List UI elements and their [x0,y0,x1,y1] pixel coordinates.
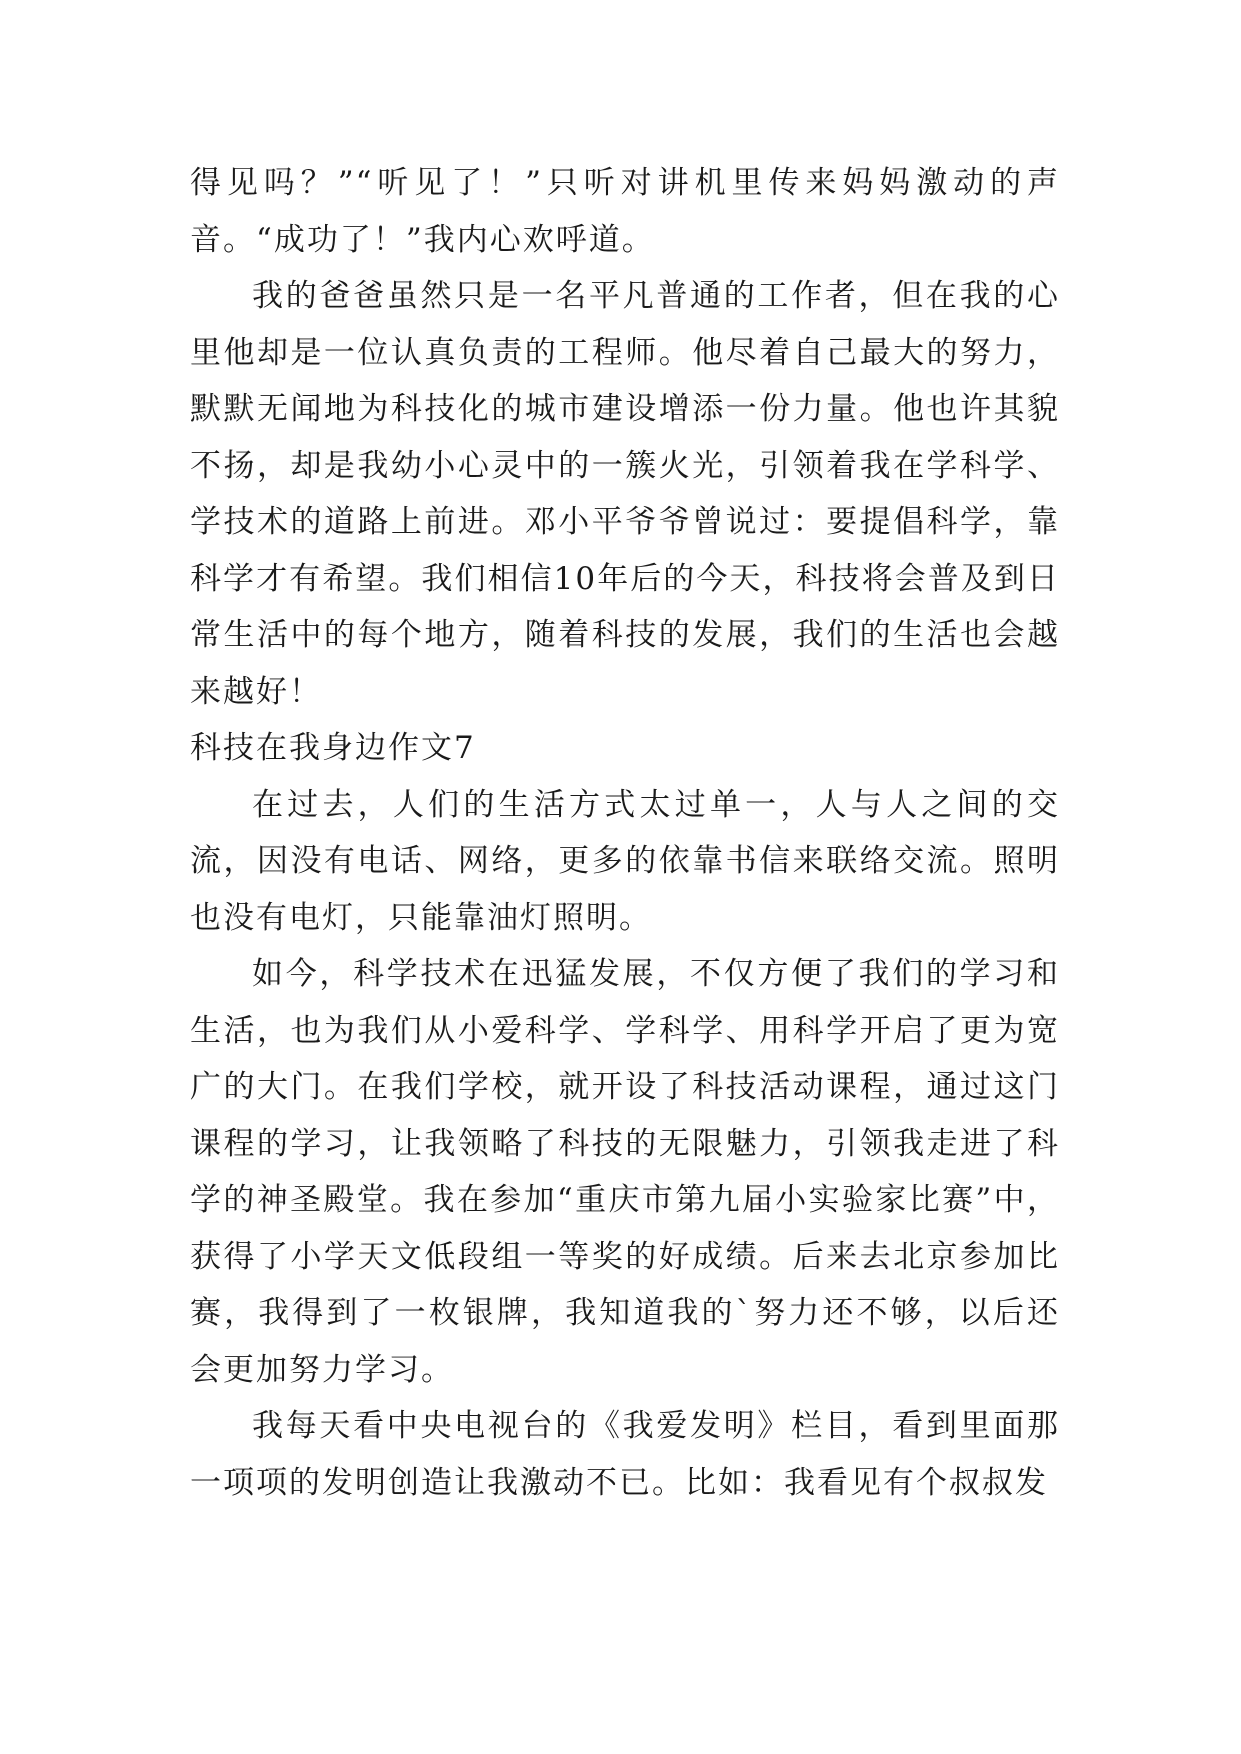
paragraph-invention-tv: 我每天看中央电视台的《我爱发明》栏目，看到里面那一项项的发明创造让我激动不已。比如：我看见有个叔叔发 [190,1408,1060,1501]
paragraph-past-life: 在过去，人们的生活方式太过单一，人与人之间的交流，因没有电话、网络，更多的依靠书信来联络交流。照明也没有电灯，只能靠油灯照明。 [190,786,1060,936]
document-body [190,155,1060,1511]
section-heading: 科技在我身边作文7 [190,730,476,766]
paragraph-continuation: 得见吗？”“听见了！”只听对讲机里传来妈妈激动的声音。“成功了！”我内心欢呼道。 [190,165,1060,258]
paragraph-science-today: 如今，科学技术在迅猛发展，不仅方便了我们的学习和生活，也为我们从小爱科学、学科学、用科学开启了更为宽广的大门。在我们学校，就开设了科技活动课程，通过这门课程的学习，让我领略了科技的无限魅力，引领我走进了科学的神圣殿堂。我在参加“重庆市第九届小实验家比赛”中，获得了小学天文低段组一等奖的好成绩。后来去北京参加比赛，我得到了一枚银牌，我知道我的`努力还不够，以后还会更加努力学习。 [190,956,1060,1388]
paragraph-father-engineer: 我的爸爸虽然只是一名平凡普通的工作者，但在我的心里他却是一位认真负责的工程师。他尽着自己最大的努力，默默无闻地为科技化的城市建设增添一份力量。他也许其貌不扬，却是我幼小心灵中的一簇火光，引领着我在学科学、学技术的道路上前进。邓小平爷爷曾说过：要提倡科学，靠科学才有希望。我们相信10年后的今天，科技将会普及到日常生活中的每个地方，随着科技的发展，我们的生活也会越来越好！ [190,278,1060,710]
